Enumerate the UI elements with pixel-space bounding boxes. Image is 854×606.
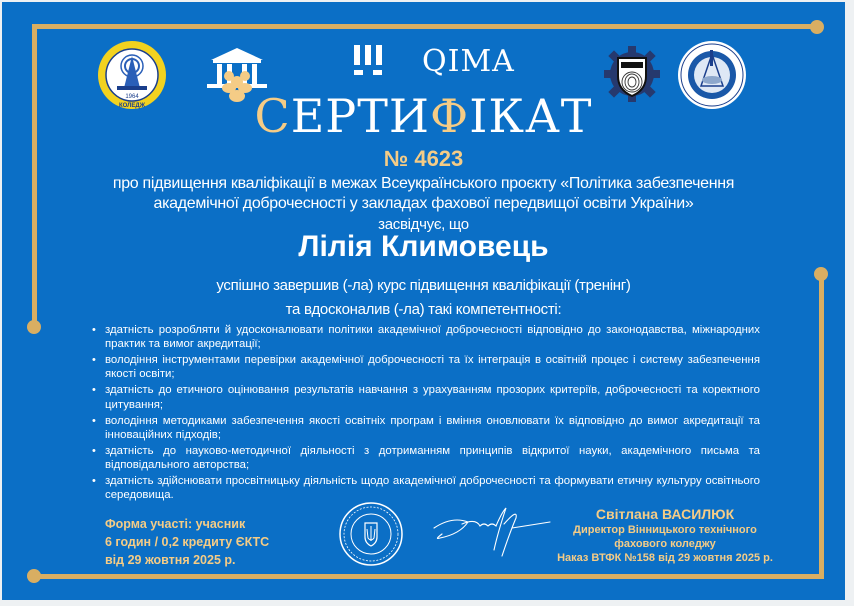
frame-dot-bottom-left — [27, 569, 41, 583]
qima-logo: QIMA — [422, 44, 515, 79]
certificate-title — [2, 88, 845, 144]
hours-credits: 6 годин / 0,2 кредиту ЄКТС — [105, 535, 270, 549]
exclamation-mark-logo — [353, 43, 385, 77]
frame-right-line — [819, 274, 824, 579]
recipient-name: Лілія Климовець — [298, 230, 549, 263]
competency-item: • здатність розробляти й удосконалювати політики академічної доброчесності відповідно до законодавства, міжнародних практик та вимог акредитації; — [92, 323, 760, 352]
title-part-ikat: ІКАТ — [469, 89, 593, 143]
frame-bottom-line — [32, 574, 824, 579]
competency-item: • здатність до етичного оцінювання результатів навчання з урахуванням прозорих критеріїв, доброчесності та коректного цитування; — [92, 383, 760, 412]
frame-top-line — [32, 24, 819, 29]
signatory-block — [547, 505, 783, 565]
participation-details — [105, 515, 269, 569]
signatory-title-line-2: фахового коледжу — [614, 538, 716, 550]
competency-item: • здатність здійснювати просвітницьку діяльність щодо академічної доброчесності та формувати етичну культуру освітнього середовища. — [92, 474, 760, 503]
competency-item: • володіння методиками забезпечення якості освітніх програм і вміння оновлювати їх відповідно до вимог акредитації та інноваційних підходів; — [92, 414, 760, 443]
title-part-erty: ЕРТИ — [290, 89, 431, 143]
frame-dot-left-bottom — [27, 320, 41, 334]
official-stamp — [338, 501, 404, 567]
certifies-text: засвідчує, що — [378, 216, 469, 233]
participation-form: Форма участі: учасник — [105, 517, 246, 531]
completed-line-1: успішно завершив (-ла) курс підвищення кваліфікації (тренінг) — [216, 277, 631, 294]
frame-dot-top-right — [810, 20, 824, 34]
issue-date: від 29 жовтня 2025 р. — [105, 553, 236, 567]
intro-line-2: академічної доброчесності у закладах фахової передвищої освіти України» — [153, 195, 694, 212]
title-letter-c: С — [254, 89, 291, 143]
certificate-number: № 4623 — [383, 146, 464, 171]
completed-line-2: та вдосконалив (-ла) такі компетентності: — [285, 301, 562, 318]
competency-item: • володіння інструментами перевірки академічної доброчесності та їх інтеграція в освітній процес і систему забезпечення якості освіти; — [92, 353, 760, 382]
title-letter-f: Ф — [430, 89, 470, 143]
signature — [432, 504, 552, 560]
signatory-name: Світлана ВАСИЛЮК — [595, 506, 735, 522]
svg-text:1964: 1964 — [125, 94, 139, 100]
intro-line-1: про підвищення кваліфікації в межах Всеукраїнського проєкту «Політика забезпечення — [112, 175, 735, 192]
competency-item: • здатність до науково-методичної діяльності з дотриманням принципів відкритої науки, академічного письма та відповідального авторства; — [92, 444, 760, 473]
order-reference: Наказ ВТФК №158 від 29 жовтня 2025 р. — [557, 552, 773, 564]
signatory-title-line-1: Директор Вінницького технічного — [573, 524, 757, 536]
svg-text:КОЛЕДЖ: КОЛЕДЖ — [118, 103, 146, 109]
certificate — [2, 2, 845, 600]
competencies-list — [92, 323, 760, 504]
